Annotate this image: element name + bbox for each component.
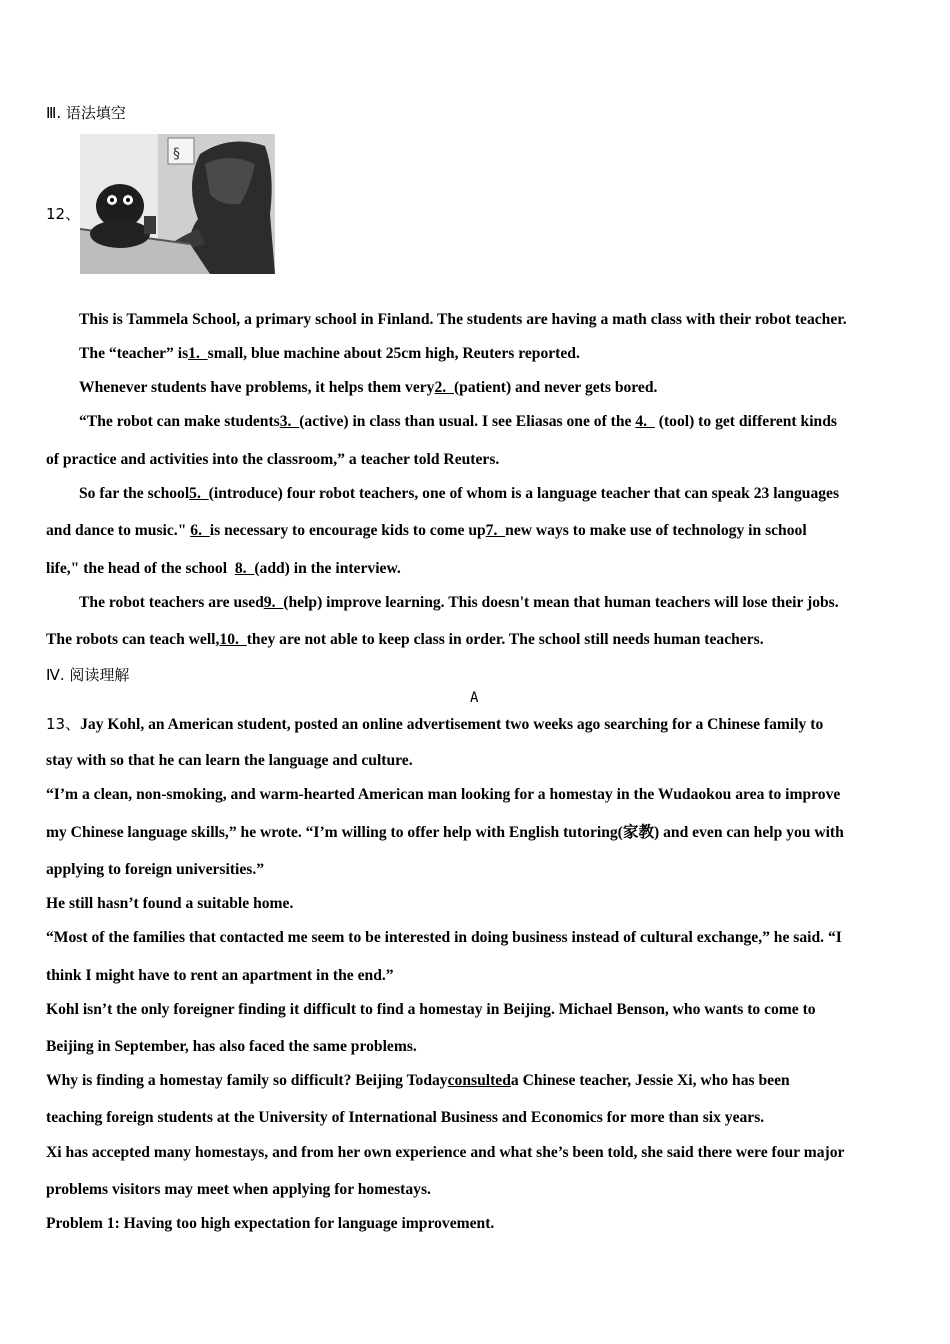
cloze-text: small, blue machine about 25cm high, Reuters reported. <box>207 345 580 362</box>
reading-line-14: problems visitors may meet when applying for homestays. <box>46 1181 431 1198</box>
question-number-12: 12、 <box>46 205 81 223</box>
section-numeral: Ⅲ. <box>46 104 62 122</box>
cloze-blank-1: 1. <box>188 345 208 362</box>
robot-classroom-photo <box>80 134 275 274</box>
section-heading-reading <box>46 664 129 685</box>
cloze-line-6 <box>79 484 839 504</box>
reading-line-12: teaching foreign students at the University of International Business and Economics for more than six years. <box>46 1109 765 1126</box>
reading-text: Why is finding a homestay family so difficult? Beijing Today <box>46 1072 448 1089</box>
question-number-13: 13、 <box>46 715 81 733</box>
cloze-text: is necessary to encourage kids to come up <box>209 522 486 539</box>
reading-line-10: Beijing in September, has also faced the same problems. <box>46 1038 417 1055</box>
section-title: 语法填空 <box>65 104 126 122</box>
reading-line-2: stay with so that he can learn the language and culture. <box>46 752 413 769</box>
cloze-text: The robot teachers are used <box>79 594 264 611</box>
cloze-blank-5: 5. <box>189 485 209 502</box>
cloze-text: they are not able to keep class in order. The school still needs human teachers. <box>246 631 764 648</box>
cloze-line-8 <box>46 559 401 579</box>
cloze-blank-6: 6. <box>190 522 210 539</box>
cloze-blank-2: 2. <box>434 379 454 396</box>
cloze-text: So far the school <box>79 485 190 502</box>
cloze-line-1: This is Tammela School, a primary school in Finland. The students are having a math class with their robot teacher. <box>79 311 847 328</box>
cloze-text: (add) in the interview. <box>254 560 401 577</box>
reading-line-7: “Most of the families that contacted me seem to be interested in doing business instead of cultural exchange,” he said. “I <box>46 929 842 946</box>
passage-label: A <box>470 690 479 706</box>
cloze-blank-9: 9. <box>263 594 284 611</box>
cloze-text: The robots can teach well, <box>46 631 220 648</box>
reading-line-11 <box>46 1071 790 1091</box>
cloze-text: life," the head of the school <box>46 560 228 577</box>
cloze-line-10 <box>46 630 764 650</box>
reading-line-5: applying to foreign universities.” <box>46 861 265 878</box>
cloze-text: (patient) and never gets bored. <box>453 379 658 396</box>
reading-line-6: He still hasn’t found a suitable home. <box>46 895 294 912</box>
cloze-blank-3: 3. <box>279 413 300 430</box>
section-numeral: Ⅳ. <box>46 666 65 684</box>
cloze-line-5: of practice and activities into the classroom,” a teacher told Reuters. <box>46 451 500 468</box>
cloze-text: (active) in class than usual. I see Eliasas one of the <box>299 413 632 430</box>
section-heading-grammar <box>46 102 126 123</box>
cloze-text: (introduce) four robot teachers, one of whom is a language teacher that can speak 23 languages <box>208 485 840 502</box>
cloze-text: and dance to music." <box>46 522 187 539</box>
reading-text: a Chinese teacher, Jessie Xi, who has been <box>510 1072 790 1089</box>
cloze-blank-4: 4. <box>635 413 655 430</box>
cloze-line-2 <box>79 344 580 364</box>
reading-line-13: Xi has accepted many homestays, and from her own experience and what she’s been told, she said there were four major <box>46 1144 845 1161</box>
cloze-blank-7: 7. <box>485 522 506 539</box>
reading-line-15: Problem 1: Having too high expectation for language improvement. <box>46 1215 495 1232</box>
cloze-line-3 <box>79 378 657 398</box>
cloze-line-9 <box>79 593 839 613</box>
reading-line-3: “I’m a clean, non-smoking, and warm-hearted American man looking for a homestay in the Wudaokou area to improve <box>46 786 841 803</box>
reading-line-1 <box>46 714 823 735</box>
underlined-word-consulted: consulted <box>447 1072 511 1089</box>
cloze-blank-8: 8. <box>234 560 255 577</box>
cloze-line-4 <box>79 412 837 432</box>
cloze-text: (tool) to get different kinds <box>658 413 837 430</box>
reading-line-4: my Chinese language skills,” he wrote. “I’m willing to offer help with English tutoring(家教) and even can help you with <box>46 824 844 841</box>
reading-line-8: think I might have to rent an apartment in the end.” <box>46 967 394 984</box>
reading-line-9: Kohl isn’t the only foreigner finding it difficult to find a homestay in Beijing. Michael Benson, who wants to come to <box>46 1001 816 1018</box>
cloze-text: The “teacher” is <box>79 345 189 362</box>
cloze-text: new ways to make use of technology in school <box>505 522 807 539</box>
section-title: 阅读理解 <box>69 666 130 684</box>
cloze-line-7 <box>46 521 807 541</box>
cloze-text: “The robot can make students <box>79 413 280 430</box>
cloze-blank-10: 10. <box>219 631 247 648</box>
svg-text:§: § <box>173 146 180 162</box>
cloze-text: Whenever students have problems, it helps them very <box>79 379 435 396</box>
cloze-text: (help) improve learning. This doesn't mean that human teachers will lose their jobs. <box>283 594 839 611</box>
reading-text: Jay Kohl, an American student, posted an online advertisement two weeks ago searching for a Chinese family to <box>80 716 824 733</box>
